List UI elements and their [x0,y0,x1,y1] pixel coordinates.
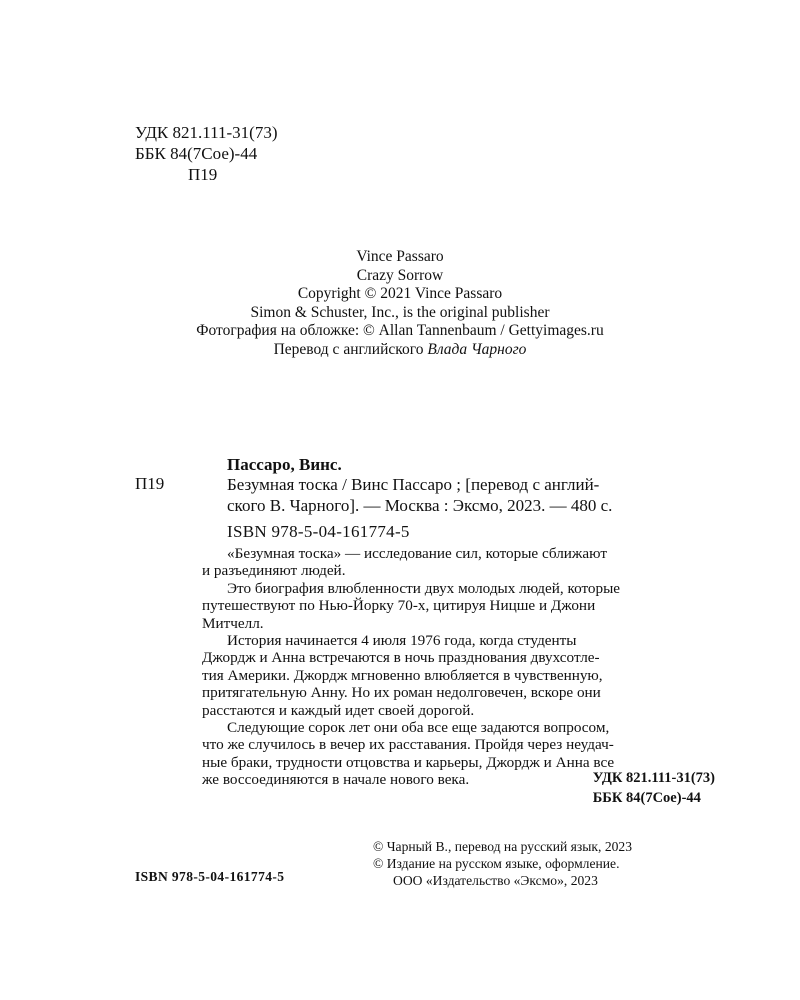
annotation [202,545,714,788]
bottom-isbn: ISBN 978-5-04-161774-5 [135,869,285,884]
annotation-line: ные браки, трудности отцовства и карьеры, Джордж и Анна все [202,753,615,771]
annotation-line: расстаются и каждый идет своей дорогой. [202,701,475,719]
annotation-line: тия Америки. Джордж мгновенно влюбляется в чувственную, [202,666,603,684]
annotation-line: Джордж и Анна встречаются в ночь празднования двухсотле- [202,649,600,667]
publisher-copyright: ООО «Издательство «Эксмо», 2023 [393,873,598,888]
annotation-line: путешествуют по Нью-Йорку 70-х, цитируя Ницше и Джони [202,597,596,615]
catalog-description-line: ского В. Чарного]. — Москва : Эксмо, 2023. — 480 с. [227,496,613,515]
bbk-code: ББК 84(7Сое)-44 [592,790,701,806]
translation-prefix: Перевод с английского [273,340,428,358]
bbk-code: ББК 84(7Сое)-44 [135,144,258,163]
annotation-line: Митчелл. [202,614,264,632]
annotation-line: История начинается 4 июля 1976 года, когда студенты [227,631,577,649]
catalog-author: Пассаро, Винс. [227,455,342,474]
edition-copyright: © Издание на русском языке, оформление. [373,856,620,871]
translator-name: Влада Чарного [427,340,527,358]
annotation-line: и разъединяют людей. [202,562,346,580]
original-author: Vince Passaro [356,248,444,265]
bottom-classification-block [593,768,715,808]
annotation-line: Следующие сорок лет они оба все еще задаются вопросом, [227,718,610,736]
udk-code: УДК 821.111-31(73) [592,770,715,786]
cover-photo-credit: Фотография на обложке: © Allan Tannenbaum / Gettyimages.ru [196,322,604,340]
udk-code: УДК 821.111-31(73) [135,123,278,142]
catalog-description-line: Безумная тоска / Винс Пассаро ; [перевод с англий- [227,475,600,494]
original-edition-credits [0,248,800,360]
copyright-line: Copyright © 2021 Vince Passaro [297,285,503,303]
catalog-code: П19 [135,474,165,493]
publisher-line: Simon & Schuster, Inc., is the original publisher [250,303,550,321]
author-sign-code: П19 [188,165,218,184]
annotation-line: что же случилось в вечер их расставания. Пройдя через неудач- [202,736,614,754]
catalog-description [227,474,612,516]
copyright-notices [373,838,632,889]
annotation-line: притягательную Анну. Но их роман недолговечен, вскоре они [202,684,601,702]
original-title: Crazy Sorrow [356,266,444,284]
catalog-isbn: ISBN 978-5-04-161774-5 [227,522,410,541]
annotation-line: «Безумная тоска» — исследование сил, которые сближают [227,545,607,562]
top-classification-block [135,122,277,185]
annotation-line: же воссоединяются в начале нового века. [202,771,470,789]
annotation-line: Это биография влюбленности двух молодых людей, которые [227,579,621,597]
translation-copyright: © Чарный В., перевод на русский язык, 2023 [373,839,633,854]
translation-credit [0,341,800,360]
